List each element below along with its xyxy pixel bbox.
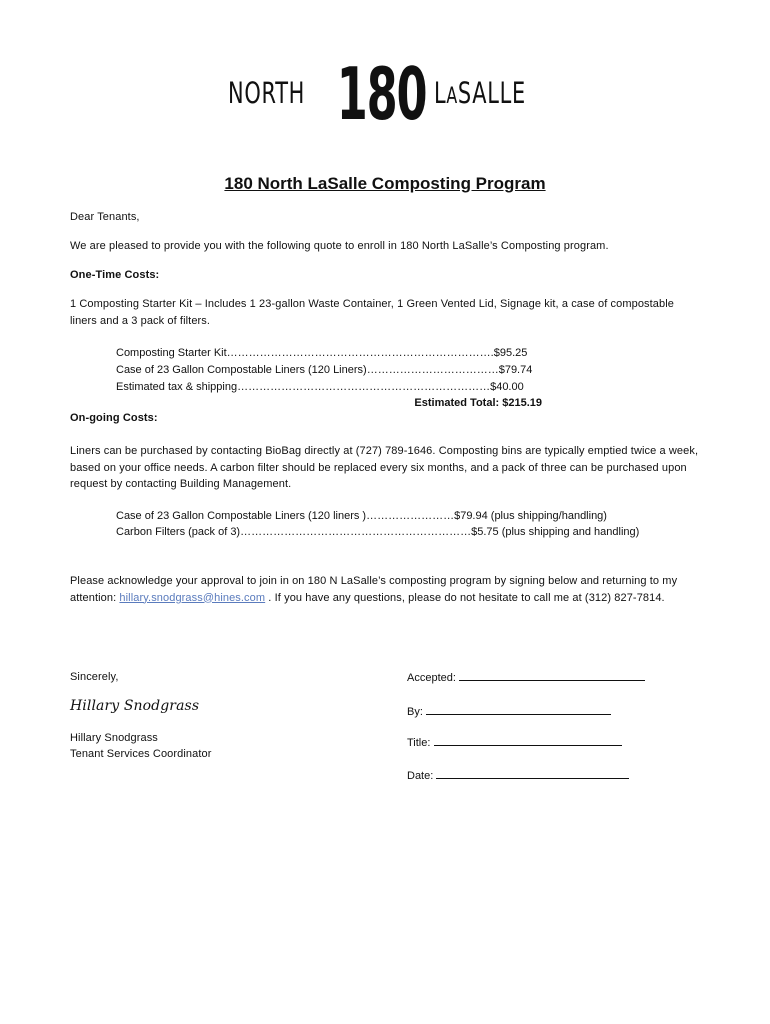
accepted-field: Accepted: <box>407 670 645 687</box>
cost-item-tax-shipping: Estimated tax & shipping……………………………………………………………$40.00 <box>116 381 524 393</box>
one-time-costs-heading: One-Time Costs: <box>70 269 160 281</box>
ongoing-item-liners: Case of 23 Gallon Compostable Liners (120 liners )……………………$79.94 (plus shipping/handling) <box>116 510 607 522</box>
greeting: Dear Tenants, <box>70 211 140 223</box>
ongoing-costs-description: Liners can be purchased by contacting BioBag directly at (727) 789-1646. Composting bins are typically emptied twice a week, based on your office needs. A carbon filter should be replaced every six months, and a pack of three can be purchased upon request by contacting Building Management. <box>70 445 699 490</box>
title-line[interactable] <box>434 735 622 746</box>
acknowledge-paragraph: Please acknowledge your approval to join in on 180 N LaSalle’s composting program by signing below and returning to my attention: hillary.snodgrass@hines.com . If you have any questions, please do not hesitate to call me at (312) 827-7814. <box>70 575 678 604</box>
cost-item-liners: Case of 23 Gallon Compostable Liners (120 Liners)………………………………$79.74 <box>116 364 533 376</box>
email-link[interactable]: hillary.snodgrass@hines.com <box>119 591 266 604</box>
title-field: Title: <box>407 735 622 752</box>
estimated-total: Estimated Total: $215.19 <box>414 397 542 409</box>
accepted-signature-line[interactable] <box>459 670 645 681</box>
intro-paragraph: We are pleased to provide you with the following quote to enroll in 180 North LaSalle’s Composting program. <box>70 240 609 252</box>
ongoing-costs-heading: On-going Costs: <box>70 412 158 424</box>
ongoing-item-carbon-filters: Carbon Filters (pack of 3)………………………………………………………$5.75 (plus shipping and handling) <box>116 526 640 538</box>
document-title: 180 North LaSalle Composting Program <box>224 174 546 193</box>
date-line[interactable] <box>436 768 629 779</box>
handwritten-signature: Hillary Snodgrass <box>70 698 200 714</box>
cost-item-starter-kit: Composting Starter Kit……………………………………………………………….$95.25 <box>116 347 528 359</box>
one-time-costs-description: 1 Composting Starter Kit – Includes 1 23-gallon Waste Container, 1 Green Vented Lid, Signage kit, a case of compostable liners and a 3 pack of filters. <box>70 298 675 327</box>
logo-word-north: NORTH <box>228 76 306 111</box>
logo-word-lasalle: LASALLE <box>434 76 526 111</box>
by-field: By: <box>407 704 611 721</box>
building-logo <box>228 52 562 136</box>
closing-sincerely: Sincerely, <box>70 671 119 683</box>
by-signature-line[interactable] <box>426 704 611 715</box>
date-field: Date: <box>407 768 629 785</box>
signer-name: Hillary Snodgrass <box>70 732 158 744</box>
logo-number: 180 <box>336 52 427 136</box>
signer-role: Tenant Services Coordinator <box>70 748 212 760</box>
